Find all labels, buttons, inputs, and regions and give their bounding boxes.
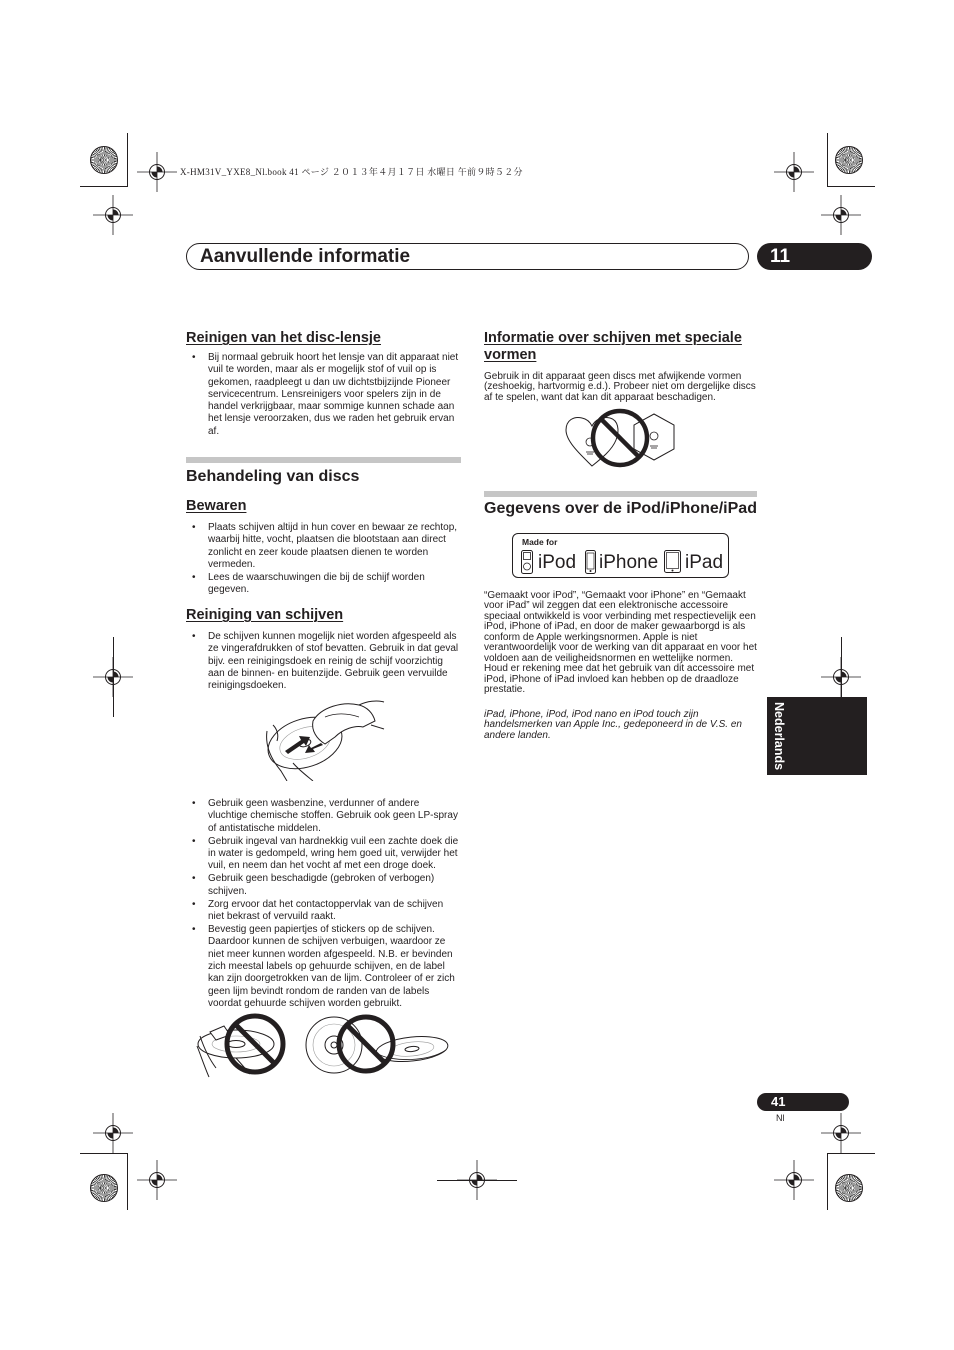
registration-crosshair-mark [819, 1111, 863, 1155]
text-line: reinigingsdoeken. [208, 680, 287, 692]
bullet-item [186, 352, 461, 438]
text-line: zich meestal labels op gehuurde schijven, en de label [208, 961, 445, 973]
page-number-badge [757, 1093, 849, 1111]
text-line: kan zijn doorgetrokken van de lijm. Controleer of er zich [208, 973, 455, 985]
ipad-label: iPad [685, 552, 724, 573]
text-line: servicecentrum. Lensreinigers voor spelers zijn in de [208, 388, 441, 400]
registration-crosshair-mark [91, 1111, 135, 1155]
lens-cleaning-heading: Reinigen van het disc-lensje [186, 330, 381, 346]
bullet-item [186, 572, 461, 597]
trim-line [827, 1153, 828, 1210]
text-line: verantwoordelijk voor de werking van dit apparaat en voor het [484, 642, 757, 654]
chapter-title: Aanvullende informatie [200, 246, 411, 267]
bullet-item [186, 631, 461, 692]
chapter-header [186, 243, 749, 270]
made-for-badge [512, 533, 729, 578]
text-line: handelsmerken van Apple Inc., gedeponeerd in de V.S. en [484, 719, 742, 731]
registration-sunburst-mark [90, 1174, 118, 1202]
text-line: • Gebruik ingeval van hardnekkig vuil een zachte doek die [208, 835, 459, 847]
trim-line [80, 1153, 127, 1154]
ipod-info-heading: Gegevens over de iPod/iPhone/iPad [484, 500, 757, 517]
registration-crosshair-mark [772, 150, 816, 194]
page-number: 41 [771, 1094, 786, 1109]
chapter-number-badge [757, 243, 872, 270]
text-line: zonlicht en zeer koude plaatsen dienen te worden [208, 546, 429, 558]
ipod-icon [521, 550, 533, 574]
trim-line [827, 186, 875, 187]
text-line: • Bij normaal gebruik hoort het lensje van dit apparaat niet [208, 352, 459, 363]
text-line: Houd er rekening mee dat het gebruik van dit accessoire met [484, 663, 755, 675]
language-tab-label: Nederlands [772, 702, 786, 771]
made-for-label: Made for [522, 537, 558, 547]
trim-line [80, 186, 127, 187]
trim-line [127, 1153, 128, 1210]
text-line: iPod, iPhone of iPad, en door de maker gewaarborgd is als [484, 621, 746, 633]
text-line: conform de Apple werkingsnormen. Apple is niet [484, 631, 698, 643]
text-line: andere landen. [484, 729, 551, 741]
section-divider [484, 491, 757, 497]
text-line: • De schijven kunnen mogelijk niet worden afgespeeld als [208, 631, 457, 642]
text-line: of antistatische middelen. [208, 822, 321, 834]
text-line: in water is gedompeld, wring hem goed uit, verwijder het [208, 847, 458, 859]
registration-sunburst-mark [835, 146, 863, 174]
text-line: bijv. een reinigingsdoek en reinig de schijf voorzichtig [208, 655, 443, 667]
no-warped-discs-illustration [302, 1012, 450, 1078]
chapter-number: 11 [770, 246, 791, 267]
text-line: iPod, iPhone of iPad invloed kan hebben op de draadloze [484, 673, 739, 685]
text-line: vluchtige chemische stoffen. Gebruik ook geen LP-spray [208, 810, 458, 822]
registration-crosshair-mark [91, 193, 135, 237]
print-file-header: X-HM31V_YXE8_Nl.book 41 ページ ２０１３年４月１７日 水曜日 午前９時５２分 [180, 167, 523, 177]
text-line: Daardoor kunnen de schijven verbuigen, waardoor ze [208, 936, 446, 948]
text-line: geen lijm bevindt rondom de randen van de labels [208, 985, 430, 997]
text-line: • Gebruik geen wasbenzine, verdunner of andere [208, 798, 420, 809]
disc-cleaning-list [186, 631, 461, 692]
text-line: af. [208, 425, 220, 437]
text-line: voordat gehuurde schijven worden gebruikt. [208, 997, 403, 1009]
bullet-item [186, 798, 461, 835]
text-line: schijven. [208, 885, 247, 897]
disc-wiping-illustration [263, 697, 385, 781]
text-line: waarbij hitte, vocht, plaatsen die blootstaan aan direct [208, 534, 446, 546]
text-line: ze vingerafdrukken of stof bevatten. Gebruik in dat geval [208, 643, 459, 655]
text-line: Informatie over schijven met speciale [484, 330, 742, 346]
iphone-icon [585, 550, 596, 574]
trim-line [827, 1153, 875, 1154]
text-line: niet bekrast of vervuild raakt. [208, 911, 336, 923]
bullet-item [186, 899, 461, 924]
shaped-discs-illustration [562, 408, 680, 470]
registration-crosshair-mark [819, 193, 863, 237]
disc-cleaning-heading: Reiniging van schijven [186, 607, 344, 623]
text-line: iPad, iPhone, iPod, iPod nano en iPod touch zijn [484, 709, 699, 720]
ipod-info-paragraph [484, 591, 757, 696]
storage-heading: Bewaren [186, 498, 247, 514]
text-line: het lensje veroorzaken, dus we raden het gebruik ervan [208, 413, 455, 425]
disc-care-list [186, 798, 461, 1010]
page-language-code: Nl [776, 1113, 785, 1123]
text-line: vormen [484, 347, 537, 363]
bullet-item [186, 873, 461, 898]
text-line: prestatie. [484, 684, 526, 696]
text-line: • Lees de waarschuwingen die bij de schijf worden [208, 571, 425, 583]
lens-cleaning-list [186, 352, 461, 438]
text-line: gegeven. [208, 584, 250, 596]
text-line: niet meer kunnen worden afgespeeld. N.B. er bevinden [208, 948, 453, 960]
text-line: gekomen, raadpleegt u dan uw dichtstbijzijnde Pioneer [208, 376, 451, 388]
text-line: voor iPad” wil zeggen dat een elektronische accessoire [484, 600, 729, 612]
text-line: voldoen aan de veiligheidsnormen en wettelijke normen. [484, 652, 734, 664]
registration-crosshair-mark [772, 1158, 816, 1202]
section-divider [186, 457, 461, 463]
iphone-label: iPhone [599, 552, 659, 573]
special-discs-paragraph [484, 372, 756, 403]
bullet-item [186, 836, 461, 873]
text-line: • Plaats schijven altijd in hun cover en bewaar ze rechtop, [208, 522, 458, 533]
text-line: (zeshoekig, hartvormig e.d.). Probeer niet om dergelijke discs [484, 381, 756, 393]
trademark-notice [484, 710, 742, 741]
registration-sunburst-mark [835, 1174, 863, 1202]
trim-line [113, 637, 114, 717]
registration-crosshair-mark [135, 1158, 179, 1202]
trim-line [437, 1180, 517, 1181]
storage-list [186, 522, 461, 597]
trim-line [127, 133, 128, 187]
text-line: • Gebruik geen beschadigde (gebroken of verbogen) [208, 873, 435, 885]
ipod-label: iPod [538, 552, 577, 573]
ipad-icon [664, 550, 681, 573]
text-line: vuil, en neem dan het vocht af met een droge doek. [208, 860, 436, 872]
text-line: • Bevestig geen papiertjes of stickers op de schijven. [208, 924, 435, 936]
text-line: speciaal ontwikkeld is voor verbinding met respectievelijk een [484, 610, 756, 622]
bullet-item [186, 924, 461, 1010]
text-line: • Zorg ervoor dat het contactoppervlak van de schijven [208, 898, 444, 910]
language-tab [767, 697, 867, 775]
disc-handling-heading: Behandeling van discs [186, 468, 360, 485]
text-line: handel verkrijgbaar, maar sommige kunnen schade aan [208, 401, 455, 413]
text-line: Gebruik in dit apparaat geen discs met afwijkende vormen [484, 371, 742, 382]
text-line: af te spelen, want dat kan dit apparaat beschadigen. [484, 391, 716, 403]
text-line: aan de binnen- en buitenzijde. Gebruik geen vervuilde [208, 667, 448, 679]
trim-line [827, 133, 828, 187]
bullet-item [186, 522, 461, 571]
text-line: vuil te worden, maar als er mogelijk stof of vuil op is [208, 364, 437, 376]
registration-crosshair-mark [135, 150, 179, 194]
text-line: vermeden. [208, 558, 256, 570]
no-stickers-illustration [196, 1012, 292, 1078]
text-line: “Gemaakt voor iPod”, “Gemaakt voor iPhone” en “Gemaakt [484, 590, 746, 601]
registration-sunburst-mark [90, 146, 118, 174]
special-discs-heading [484, 330, 742, 364]
